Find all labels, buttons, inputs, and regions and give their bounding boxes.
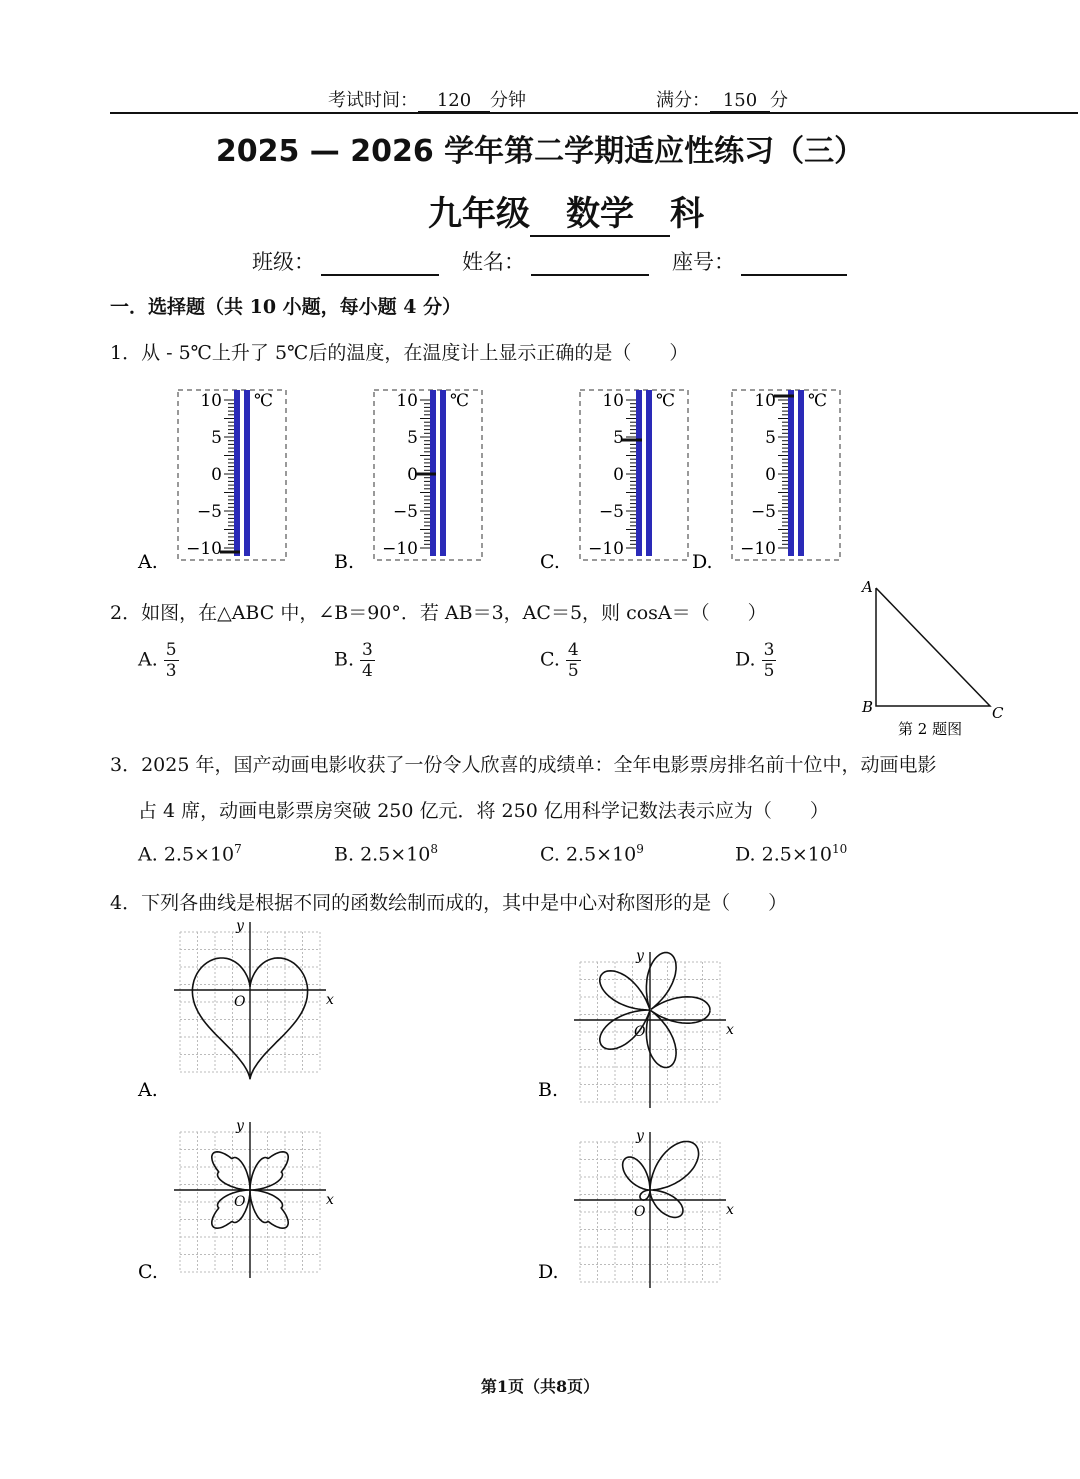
scale-label: −10 [382,539,418,559]
dashed-frame [580,390,688,560]
origin-label: O [234,1194,246,1210]
q2-option-c: C. $\frac{4}{5}$ [540,640,579,681]
thermometer-a [137,390,286,572]
option-label: A. [138,551,158,572]
seat-blank [741,252,847,276]
curve-figures [130,920,830,1290]
scale-label: 10 [602,391,624,411]
q3-option-b: B. $2.5\times 10^8$ [334,842,439,866]
vertex-a: A [862,578,873,596]
question-3-line1: 3．2025 年，国产动画电影收获了一份令人欣喜的成绩单：全年电影票房排名前十位中，动画电影 [110,754,937,776]
scale-label: 5 [407,428,418,448]
q2-option-a: A. $\frac{5}{3}$ [138,640,177,681]
scale-label: 5 [765,428,776,448]
scale-label: 5 [613,428,624,448]
dashed-frame [732,390,840,560]
curve-panel-c [138,1118,334,1283]
option-label: C. [138,1261,158,1283]
scale-label: −5 [750,502,776,522]
fraction: $\frac{5}{3}$ [165,640,177,681]
full-score-value: 150 [710,90,770,112]
scale-label: −5 [196,502,222,522]
scale-label: −10 [588,539,624,559]
scale-label: 10 [200,391,222,411]
option-label: A. [138,1079,158,1101]
section-heading: 一．选择题（共 10 小题，每小题 4 分） [110,296,462,318]
q3-option-a: A. $2.5\times 10^7$ [138,842,242,866]
question-4: 4．下列各曲线是根据不同的函数绘制而成的，其中是中心对称图形的是（ ） [110,892,788,914]
q2-option-d: D. $\frac{3}{5}$ [735,640,775,681]
option-label: D. [538,1261,559,1283]
thermometer-figures [130,382,850,572]
curve-panel-d [538,1128,734,1288]
q2-option-b: B. $\frac{3}{4}$ [334,640,373,681]
y-axis-label: y [636,1128,644,1144]
figure-caption: 第 2 题图 [898,720,963,738]
question-1: 1．从 - 5℃上升了 5℃后的温度，在温度计上显示正确的是（ ） [110,342,689,364]
subject: 数学 [530,186,670,237]
fraction: $\frac{3}{5}$ [763,640,775,681]
y-axis-label: y [236,920,244,934]
triangle-figure [850,572,1010,742]
function-curve [600,953,710,1068]
unit-label: ℃ [808,391,828,411]
origin-label: O [634,1024,646,1040]
tube-right [646,390,652,556]
q3-option-c: C. $2.5\times 10^9$ [540,842,644,866]
thermometer-b [334,390,482,572]
question-3-line2: 占 4 席，动画电影票房突破 250 亿元．将 250 亿用科学记数法表示应为（ ） [138,800,829,822]
thermometer-c [540,390,688,572]
thermometer-d [692,390,840,572]
scale-label: −10 [186,539,222,559]
x-axis-label: x [726,1022,734,1038]
scale-label: 0 [407,465,418,485]
vertex-c: C [992,704,1004,722]
scale-label: −10 [740,539,776,559]
unit-label: ℃ [450,391,470,411]
curve-panel-b [538,948,734,1108]
option-label: C. [540,551,560,572]
tube-right [798,390,804,556]
q3-option-d: D. $2.5\times 10^{10}$ [735,842,848,866]
seat-field: 座号： [672,246,847,276]
full-score: 满分： 150 分 [656,90,788,111]
option-label: B. [538,1079,559,1101]
tube-left [234,390,240,556]
page-title: 2025 — 2026 学年第二学期适应性练习（三） [215,134,865,169]
scale-label: 0 [765,465,776,485]
exam-time-value: 120 [418,90,490,112]
class-field: 班级： [252,246,439,276]
y-axis-label: y [236,1118,244,1134]
x-axis-label: x [326,1192,334,1208]
option-label: D. [692,551,713,572]
tube-right [440,390,446,556]
origin-label: O [234,994,246,1010]
vertex-b: B [862,698,874,716]
x-axis-label: x [726,1202,734,1218]
tube-right [244,390,250,556]
scale-label: −5 [392,502,418,522]
y-axis-label: y [636,948,644,964]
x-axis-label: x [326,992,334,1008]
curve-panel-a [137,920,334,1101]
scale-label: −5 [598,502,624,522]
scale-label: 10 [754,391,776,411]
name-field: 姓名： [462,246,649,276]
dashed-frame [178,390,286,560]
page-subtitle: 九年级 数学 科 [428,186,704,237]
class-blank [321,252,439,276]
scale-label: 0 [211,465,222,485]
triangle-abc [876,588,990,706]
name-blank [531,252,649,276]
tube-left [788,390,794,556]
tube-left [636,390,642,556]
unit-label: ℃ [254,391,274,411]
header-rule [110,112,1078,114]
fraction: $\frac{3}{4}$ [362,640,373,681]
origin-label: O [634,1204,646,1220]
option-label: B. [334,551,355,572]
unit-label: ℃ [656,391,676,411]
fraction: $\frac{4}{5}$ [567,640,579,681]
question-2: 2．如图，在△ABC 中，∠B＝90°．若 AB＝3，AC＝5，则 cosA＝（ ） [110,602,767,624]
page-footer: 第1页（共8页） [480,1377,600,1396]
scale-label: 0 [613,465,624,485]
scale-label: 5 [211,428,222,448]
exam-time: 考试时间： 120 分钟 [328,90,526,111]
scale-label: 10 [396,391,418,411]
